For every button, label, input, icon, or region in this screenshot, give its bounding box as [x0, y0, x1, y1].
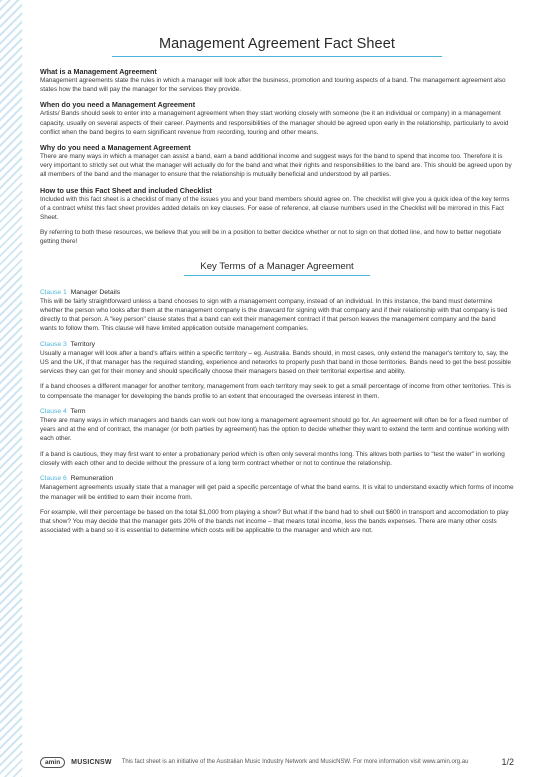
- clause-heading: [40, 288, 514, 297]
- clause-6: [40, 474, 514, 535]
- musicnsw-logo: MUSICNSW: [71, 758, 112, 766]
- clause-name: Term: [70, 407, 86, 415]
- title-divider: [112, 56, 442, 57]
- section-heading: How to use this Fact Sheet and included Checklist: [40, 185, 212, 195]
- paragraph: For example, will their percentage be based on the total $1,000 from playing a show? But what if the band had to shell out $600 in transport and accomodation to play that show? You may decide that the manager gets 20% of the bands net income – that means total income, less the bands expenses. There are many other costs associated with a band so it is essential to determine which costs will be applicable to the manager and which are not.: [40, 508, 509, 535]
- page-number: 1/2: [501, 757, 514, 767]
- clause-heading: [40, 340, 514, 349]
- intro-section-how: [40, 186, 514, 247]
- clause-heading: [40, 407, 514, 416]
- intro-section-when: [40, 100, 514, 137]
- clause-number: Clause 6: [40, 475, 67, 483]
- paragraph: Usually a manager will look after a band's affairs within a specific territory – eg. Australia. Bands should, in most cases, only extend the manager's territory to, say, the US and the UK, if that manager has the required standing, experience and networks to properly push that band in those territories. Bands need to get the best possible services they can get for their money and should specifically choose their managers based on their territorial expertise and ability.: [40, 349, 512, 376]
- footer-text: This fact sheet is an initiative of the Australian Music Industry Network and MusicNSW. For more information visit www.amin.org.au: [121, 759, 469, 765]
- page-title: Management Agreement Fact Sheet: [158, 36, 396, 52]
- clause-number: Clause 4: [40, 407, 67, 415]
- clause-name: Territory: [70, 340, 96, 348]
- decorative-stripe-border: [0, 0, 22, 777]
- paragraph: If a band chooses a different manager for another territory, management from each territory may seek to get a small percentage of income from other territories. This is to compensate the manager for developing the bands profile to an extent that encouraged the overseas interest in them.: [40, 383, 511, 400]
- paragraph: Included with this fact sheet is a checklist of many of the issues you and your band members should agree on. The checklist will give you a quick idea of the key terms of a contract whilst this fact sheet provides added details on key clauses. For ease of reference, all clause numbers used in the Checklist will be mirrored in this Fact Sheet.: [40, 195, 510, 222]
- paragraph: There are many ways in which a manager can assist a band, earn a band additional income and suggest ways for the band to spend that income too. Therefore it is very important to strictly set out what the manager will actually do for the band and what their rights and responsibilities to the band are. This should be agreed upon by all members of the band and the manager to ensure that the relationship is mutually beneficial and understood by all parties.: [40, 153, 512, 179]
- paragraph: There are many ways in which managers and bands can work out how long a management agreement should go for. An agreement will often be for a fixed number of years and at the end of contract, the manager (or both parties by agreement) has the option to decide whether they want to extend the term and continue working with each other.: [40, 417, 509, 443]
- paragraph: If a band is cautious, they may first want to enter a probationary period which is often only several months long. This allows both parties to "test the water" in working closely with each other and to decide without the pressure of a long term contract whether or not to continue the relationship.: [40, 450, 505, 467]
- intro-section-what: [40, 67, 514, 94]
- paragraph: Management agreements usually state that a manager will get paid a specific percentage of what the band earns. It is vital to understand exactly which forms of income the manager will be entitled to earn their income from.: [40, 484, 514, 501]
- intro-section-why: [40, 143, 514, 180]
- key-terms-title: Key Terms of a Manager Agreement: [200, 260, 354, 272]
- paragraph: By referring to both these resources, we believe that you will be in a position to better decidce whether or not to sign on that dotted line, and how to better negotiate getting there!: [40, 229, 502, 246]
- section-heading: Why do you need a Management Agreement: [40, 143, 191, 153]
- paragraph: This will be fairly straightforward unless a band chooses to sign with a management company, instead of an individual. In this instance, the band must determine whether the person who looks after them at the management company is the drawcard for signing with that company and if their relationship with that company is tied directly to that person. A "key person" clause states that a band can exit their management contract if that person leaves the management company and the band wants to follow them. This clause will have limited application outside management companies.: [40, 297, 508, 333]
- clause-4: [40, 407, 514, 468]
- clause-3: [40, 340, 514, 401]
- document-page: [40, 36, 514, 541]
- paragraph: Artists/ Bands should seek to enter into a management agreement when they start working closely with someone (be it an individual or company) in a management capacity, usually on several aspects of their career. Payments and responsibilities of the manager should be agreed upon early in the relationship, particularly to avoid conflict when the band begins to earn significant revenue from recording, touring and other means.: [40, 110, 509, 136]
- clause-name: Manager Details: [70, 288, 121, 296]
- clause-heading: [40, 474, 514, 483]
- clause-1: [40, 288, 514, 334]
- clause-name: Remuneration: [70, 475, 114, 483]
- clause-number: Clause 3: [40, 340, 67, 348]
- page-footer: [40, 754, 514, 770]
- clause-number: Clause 1: [40, 288, 67, 296]
- paragraph: Management agreements state the rules in which a manager will look after the business, promotion and touring aspects of a band. The management agreement also states how the band will pay the manager for the services they provide.: [40, 77, 506, 94]
- section-heading: What is a Management Agreement: [40, 67, 157, 76]
- key-terms-divider: [184, 275, 370, 276]
- amin-logo: amin: [40, 757, 65, 768]
- section-heading: When do you need a Management Agreement: [40, 100, 196, 110]
